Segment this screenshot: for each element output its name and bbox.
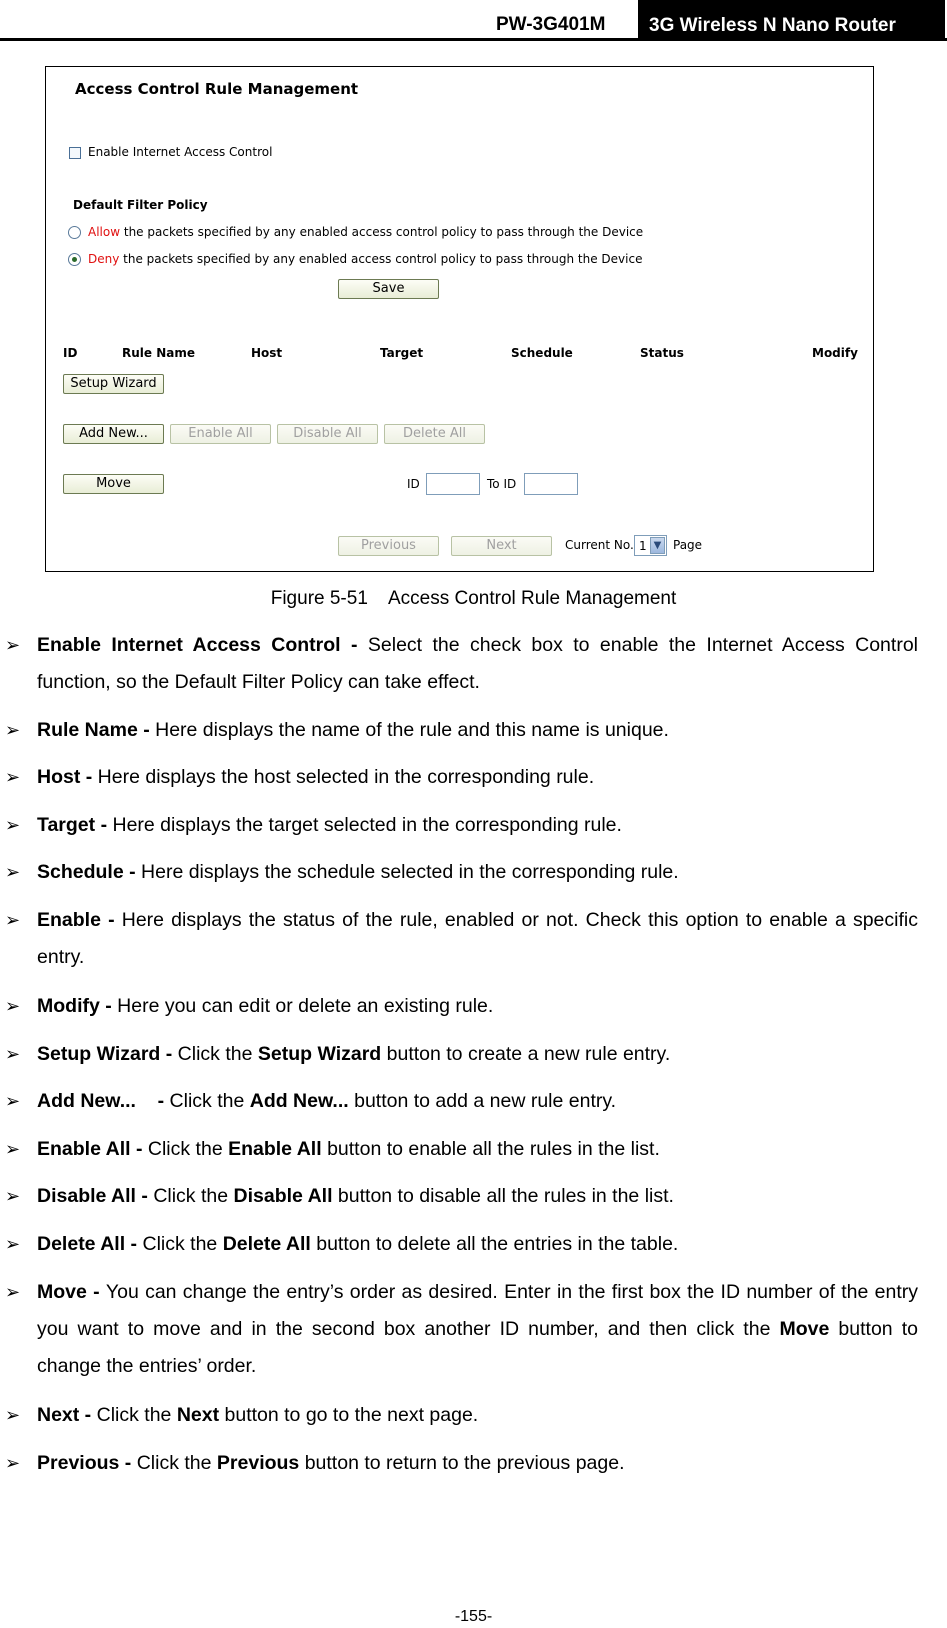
- setup-wizard-button[interactable]: Setup Wizard: [63, 374, 164, 394]
- bold-term: Enable All -: [37, 1138, 148, 1160]
- bullet-run: Select the check box to enable the Internet Access Control function, so the Default Filter Policy can take effect.: [37, 634, 918, 693]
- bold-term: Move: [779, 1318, 830, 1340]
- page-select-value: 1: [639, 539, 647, 553]
- page-label: Page: [673, 538, 703, 552]
- move-to-id-label: To ID: [487, 477, 517, 491]
- figure-title: Access Control Rule Management: [75, 80, 359, 98]
- bullet-text: [37, 712, 918, 749]
- bold-term: Target -: [37, 814, 113, 836]
- bullet-run: Here displays the status of the rule, enabled or not. Check this option to enable a specific entry.: [37, 909, 918, 968]
- header-rule: [0, 38, 947, 41]
- page-number: -155-: [454, 1608, 493, 1625]
- enable-access-control-checkbox[interactable]: [69, 147, 81, 159]
- bullet-run: button to delete all the entries in the table.: [310, 1233, 679, 1255]
- disable-all-button[interactable]: Disable All: [277, 424, 378, 444]
- bullet-item: [0, 902, 947, 976]
- bullet-marker-icon: ➢: [5, 635, 21, 655]
- bullet-marker-icon: ➢: [5, 767, 21, 787]
- bullet-marker-icon: ➢: [5, 1091, 21, 1111]
- bullet-text: [37, 627, 918, 701]
- move-button[interactable]: Move: [63, 474, 164, 494]
- bullet-run: Here displays the name of the rule and this name is unique.: [155, 719, 669, 741]
- delete-all-button[interactable]: Delete All: [384, 424, 485, 444]
- bullet-marker-icon: ➢: [5, 1453, 21, 1473]
- bullet-text: [37, 759, 918, 796]
- page-header: [0, 0, 947, 42]
- bullet-text: [37, 1178, 918, 1215]
- bold-term: Enable -: [37, 909, 122, 931]
- bullet-marker-icon: ➢: [5, 1139, 21, 1159]
- bullet-run: Here displays the host selected in the corresponding rule.: [97, 766, 595, 788]
- bold-term: Rule Name -: [37, 719, 156, 741]
- bullet-marker-icon: ➢: [5, 1044, 21, 1064]
- bullet-run: button to disable all the rules in the list.: [332, 1185, 674, 1207]
- page-select[interactable]: [634, 535, 667, 556]
- bullet-run: Click the: [177, 1043, 258, 1065]
- bullet-text: [37, 1036, 918, 1073]
- chevron-down-icon: ▼: [650, 537, 665, 554]
- column-header-id: ID: [63, 346, 78, 360]
- model-number: PW-3G401M: [496, 14, 606, 35]
- bullet-marker-icon: ➢: [5, 862, 21, 882]
- allow-option-label: [88, 225, 643, 239]
- column-header-rule-name: Rule Name: [122, 346, 195, 360]
- bold-term: Setup Wizard -: [37, 1043, 178, 1065]
- bold-term: Add New... -: [37, 1090, 170, 1112]
- current-no-label: Current No.: [565, 538, 634, 552]
- bold-term: Delete All -: [37, 1233, 143, 1255]
- column-header-status: Status: [640, 346, 684, 360]
- deny-radio[interactable]: [68, 253, 81, 266]
- bullet-text: [37, 1397, 918, 1434]
- bullet-run: Click the: [96, 1404, 177, 1426]
- bold-term: Next: [176, 1404, 220, 1426]
- allow-option-text: the packets specified by any enabled access control policy to pass through the Device: [120, 225, 644, 239]
- bullet-marker-icon: ➢: [5, 996, 21, 1016]
- bullet-run: Here you can edit or delete an existing rule.: [117, 995, 494, 1017]
- bullet-marker-icon: ➢: [5, 1282, 21, 1302]
- access-control-figure: [45, 66, 874, 572]
- bullet-text: [37, 902, 918, 976]
- bullet-run: Here displays the schedule selected in the corresponding rule.: [141, 861, 679, 883]
- bullet-run: Click the: [147, 1138, 229, 1160]
- default-policy-heading: Default Filter Policy: [73, 198, 208, 212]
- bullet-text: [37, 1131, 918, 1168]
- bullet-text: [37, 807, 918, 844]
- bullet-text: [37, 1274, 918, 1385]
- bold-term: Schedule -: [37, 861, 142, 883]
- bullet-marker-icon: ➢: [5, 720, 21, 740]
- bullet-text: [37, 1226, 918, 1263]
- bullet-run: button to add a new rule entry.: [348, 1090, 617, 1112]
- column-header-target: Target: [380, 346, 424, 360]
- bullet-marker-icon: ➢: [5, 1234, 21, 1254]
- bullet-marker-icon: ➢: [5, 1186, 21, 1206]
- bold-term: Disable All -: [37, 1185, 154, 1207]
- bullet-text: [37, 1083, 918, 1120]
- save-button[interactable]: Save: [338, 279, 439, 299]
- move-id-input[interactable]: [426, 473, 480, 495]
- bullet-run: Here displays the target selected in the corresponding rule.: [112, 814, 622, 836]
- bullet-text: [37, 1445, 918, 1482]
- bold-term: Move -: [37, 1281, 106, 1303]
- bold-term: Previous: [216, 1452, 300, 1474]
- bullet-run: You can change the entry’s order as desired. Enter in the first box the ID number of the entry you want to move and in the second box another ID number, and then click the: [37, 1281, 918, 1340]
- deny-option-label: [88, 252, 642, 266]
- bullet-item: [0, 627, 947, 701]
- previous-button[interactable]: Previous: [338, 536, 439, 556]
- bullet-text: [37, 988, 918, 1025]
- bullet-marker-icon: ➢: [5, 815, 21, 835]
- bold-term: Host -: [37, 766, 98, 788]
- bullet-run: button to enable all the rules in the list.: [321, 1138, 660, 1160]
- figure-caption: Figure 5-51 Access Control Rule Management: [270, 588, 677, 609]
- bold-term: Delete All: [222, 1233, 311, 1255]
- bullet-marker-icon: ➢: [5, 1405, 21, 1425]
- bold-term: Enable Internet Access Control -: [37, 634, 368, 656]
- bullet-run: button to create a new rule entry.: [381, 1043, 671, 1065]
- bullet-item: [0, 1274, 947, 1385]
- bold-term: Enable All: [228, 1138, 322, 1160]
- bold-term: Disable All: [233, 1185, 333, 1207]
- bullet-run: Click the: [153, 1185, 234, 1207]
- deny-option-text: the packets specified by any enabled access control policy to pass through the Device: [119, 252, 643, 266]
- deny-keyword: Deny: [88, 252, 120, 266]
- column-header-schedule: Schedule: [511, 346, 573, 360]
- bullet-marker-icon: ➢: [5, 910, 21, 930]
- bullet-run: button to change the entries’ order.: [37, 1318, 918, 1377]
- column-header-host: Host: [251, 346, 283, 360]
- column-header-modify: Modify: [812, 346, 858, 360]
- bold-term: Previous -: [37, 1452, 137, 1474]
- product-name: 3G Wireless N Nano Router: [638, 0, 945, 40]
- bullet-run: button to go to the next page.: [219, 1404, 479, 1426]
- next-button[interactable]: Next: [451, 536, 552, 556]
- bold-term: Modify -: [37, 995, 118, 1017]
- bold-term: Add New...: [249, 1090, 349, 1112]
- bullet-run: Click the: [142, 1233, 223, 1255]
- bold-term: Setup Wizard: [257, 1043, 382, 1065]
- enable-all-button[interactable]: Enable All: [170, 424, 271, 444]
- allow-radio[interactable]: [68, 226, 81, 239]
- bullet-text: [37, 854, 918, 891]
- bullet-run: Click the: [136, 1452, 217, 1474]
- allow-keyword: Allow: [88, 225, 121, 239]
- enable-access-control-label: Enable Internet Access Control: [88, 145, 273, 159]
- bullet-run: button to return to the previous page.: [299, 1452, 625, 1474]
- move-id-label: ID: [407, 477, 420, 491]
- move-to-id-input[interactable]: [524, 473, 578, 495]
- bold-term: Next -: [37, 1404, 97, 1426]
- add-new-button[interactable]: Add New...: [63, 424, 164, 444]
- bullet-run: Click the: [169, 1090, 250, 1112]
